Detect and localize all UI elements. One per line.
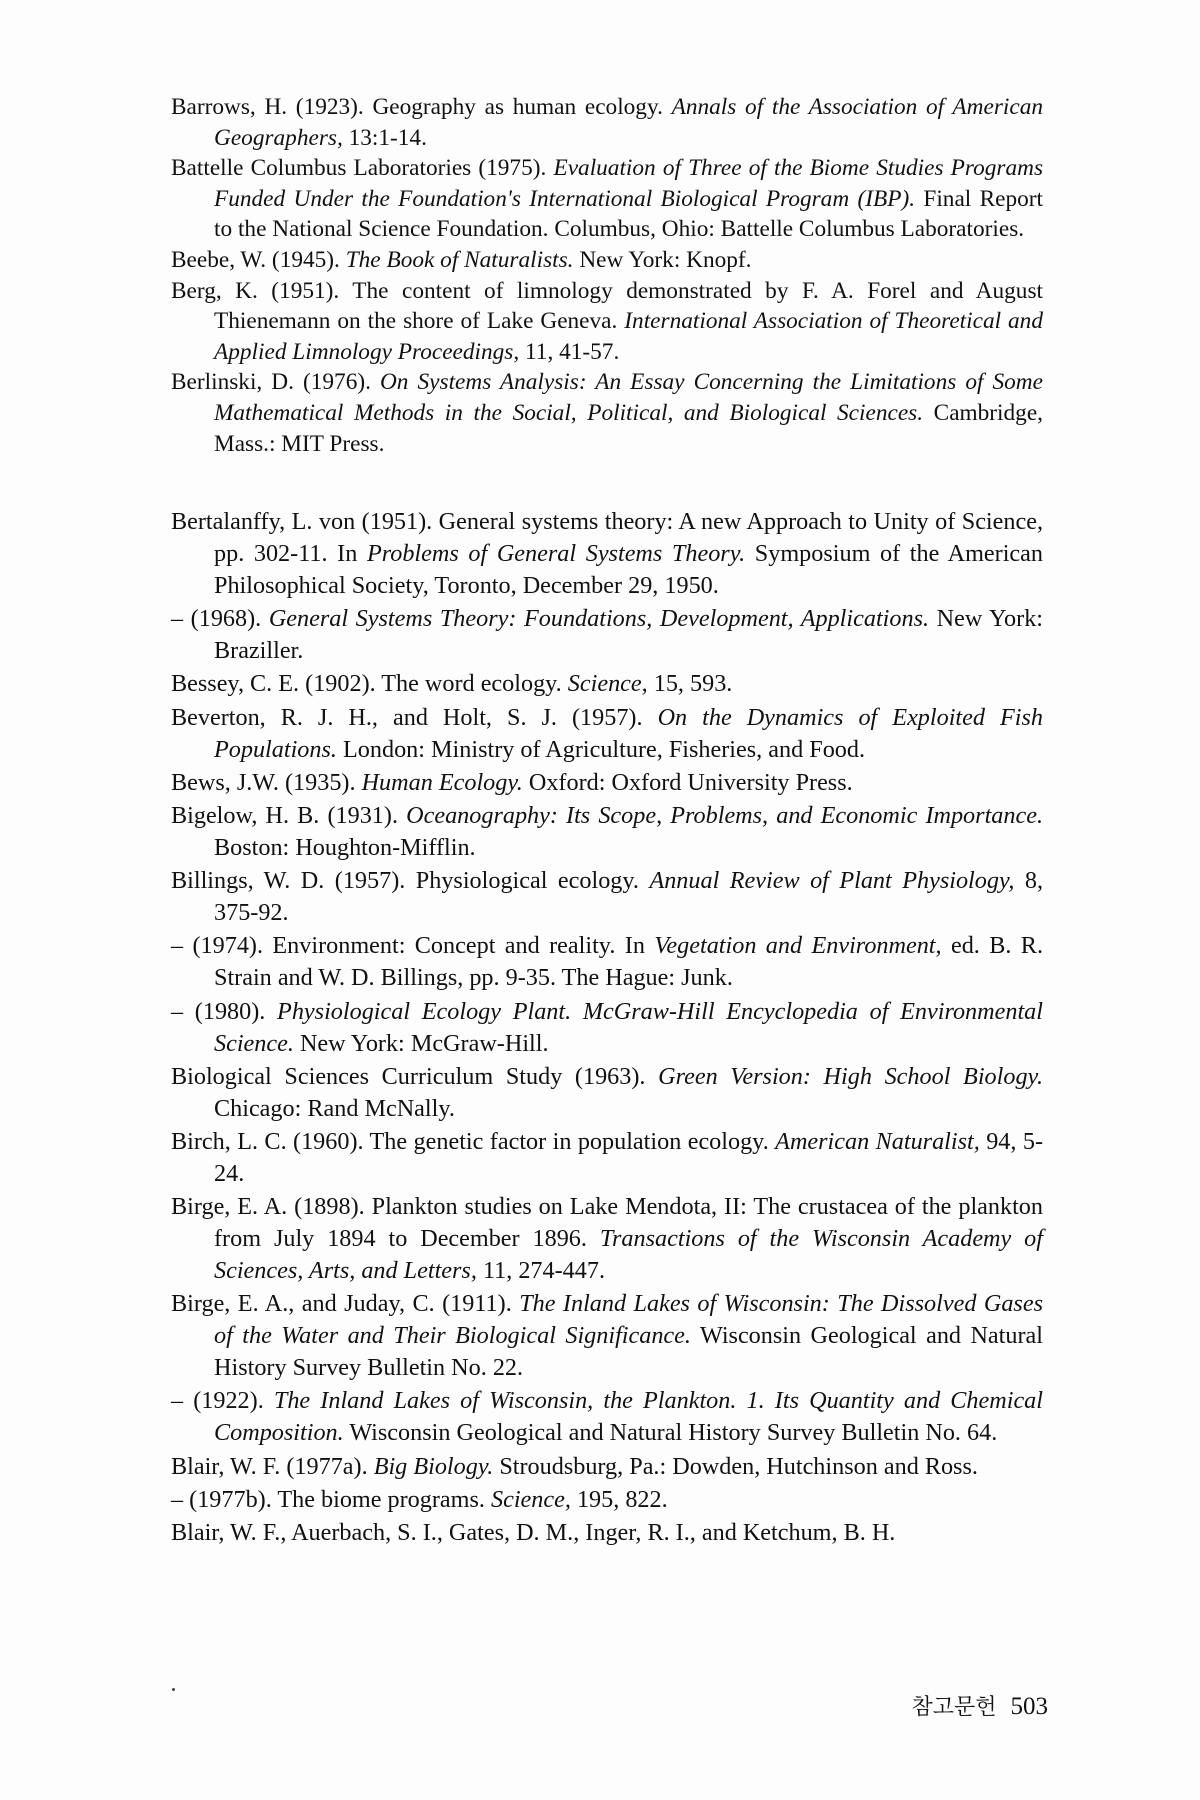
reference-entry: Blair, W. F., Auerbach, S. I., Gates, D. M., Inger, R. I., and Ketchum, B. H. bbox=[171, 1519, 896, 1546]
stray-dot-mark bbox=[172, 1688, 175, 1691]
reference-entry: – (1922). The Inland Lakes of Wisconsin, the Plankton. 1. Its Quantity and Chemical Composition. Wisconsin Geological and Natural History Survey Bulletin No. 64. bbox=[171, 1387, 1043, 1447]
reference-entry: Battelle Columbus Laboratories (1975). Evaluation of Three of the Biome Studies Programs Funded Under the Foundation's International Biological Program (IBP). Final Report to the National Science Foundation. Columbus, Ohio: Battelle Columbus Laboratories. bbox=[171, 155, 1044, 243]
reference-entry: Bews, J.W. (1935). Human Ecology. Oxford: Oxford University Press. bbox=[171, 768, 853, 796]
reference-entry: Bigelow, H. B. (1931). Oceanography: Its Scope, Problems, and Economic Importance. Boston: Houghton-Mifflin. bbox=[171, 801, 1043, 861]
reference-entry: Billings, W. D. (1957). Physiological ecology. Annual Review of Plant Physiology, 8, 375-92. bbox=[171, 867, 1044, 927]
reference-entry: – (1980). Physiological Ecology Plant. McGraw-Hill Encyclopedia of Environmental Science. New York: McGraw-Hill. bbox=[171, 997, 1043, 1057]
reference-entry: Beebe, W. (1945). The Book of Naturalists. New York: Knopf. bbox=[171, 246, 752, 273]
reference-entry: Bessey, C. E. (1902). The word ecology. Science, 15, 593. bbox=[171, 670, 733, 698]
reference-entry: – (1968). General Systems Theory: Foundations, Development, Applications. New York: Braziller. bbox=[171, 605, 1044, 665]
reference-list-upper bbox=[171, 92, 1043, 459]
reference-entry: Birch, L. C. (1960). The genetic factor in population ecology. American Naturalist, 94, 5-24. bbox=[171, 1127, 1044, 1187]
section-label: 참고문헌 bbox=[911, 1695, 997, 1720]
reference-entry: Blair, W. F. (1977a). Big Biology. Stroudsburg, Pa.: Dowden, Hutchinson and Ross. bbox=[171, 1452, 978, 1480]
reference-entry: – (1974). Environment: Concept and reality. In Vegetation and Environment, ed. B. R. Strain and W. D. Billings, pp. 9-35. The Hague: Junk. bbox=[171, 932, 1043, 992]
reference-entry: Birge, E. A. (1898). Plankton studies on Lake Mendota, II: The crustacea of the plankton from July 1894 to December 1896. Transactions of the Wisconsin Academy of Sciences, Arts, and Letters, 11, 274-447. bbox=[171, 1193, 1043, 1285]
reference-entry: Barrows, H. (1923). Geography as human ecology. Annals of the Association of American Geographers, 13:1-14. bbox=[171, 94, 1043, 151]
reference-entry: Biological Sciences Curriculum Study (1963). Green Version: High School Biology. Chicago: Rand McNally. bbox=[171, 1062, 1043, 1122]
reference-list-lower bbox=[171, 506, 1043, 1550]
reference-entry: – (1977b). The biome programs. Science, 195, 822. bbox=[171, 1485, 668, 1513]
page-number: 503 bbox=[1010, 1693, 1048, 1720]
reference-entry: Beverton, R. J. H., and Holt, S. J. (1957). On the Dynamics of Exploited Fish Populations. London: Ministry of Agriculture, Fisheries, and Food. bbox=[171, 703, 1044, 763]
reference-entry: Berlinski, D. (1976). On Systems Analysis: An Essay Concerning the Limitations of Some Mathematical Methods in the Social, Political, and Biological Sciences. Cambridge, Mass.: MIT Press. bbox=[171, 369, 1043, 457]
reference-entry: Bertalanffy, L. von (1951). General systems theory: A new Approach to Unity of Science, pp. 302-11. In Problems of General Systems Theory. Symposium of the American Philosophical Society, Toronto, December 29, 1950. bbox=[171, 508, 1043, 599]
reference-entry: Birge, E. A., and Juday, C. (1911). The Inland Lakes of Wisconsin: The Dissolved Gases of the Water and Their Biological Significance. Wisconsin Geological and Natural History Survey Bulletin No. 22. bbox=[171, 1290, 1043, 1382]
reference-entry: Berg, K. (1951). The content of limnology demonstrated by F. A. Forel and August Thienemann on the shore of Lake Geneva. International Association of Theoretical and Applied Limnology Proceedings, 11, 41-57. bbox=[171, 277, 1043, 365]
page-footer bbox=[911, 1690, 1048, 1721]
